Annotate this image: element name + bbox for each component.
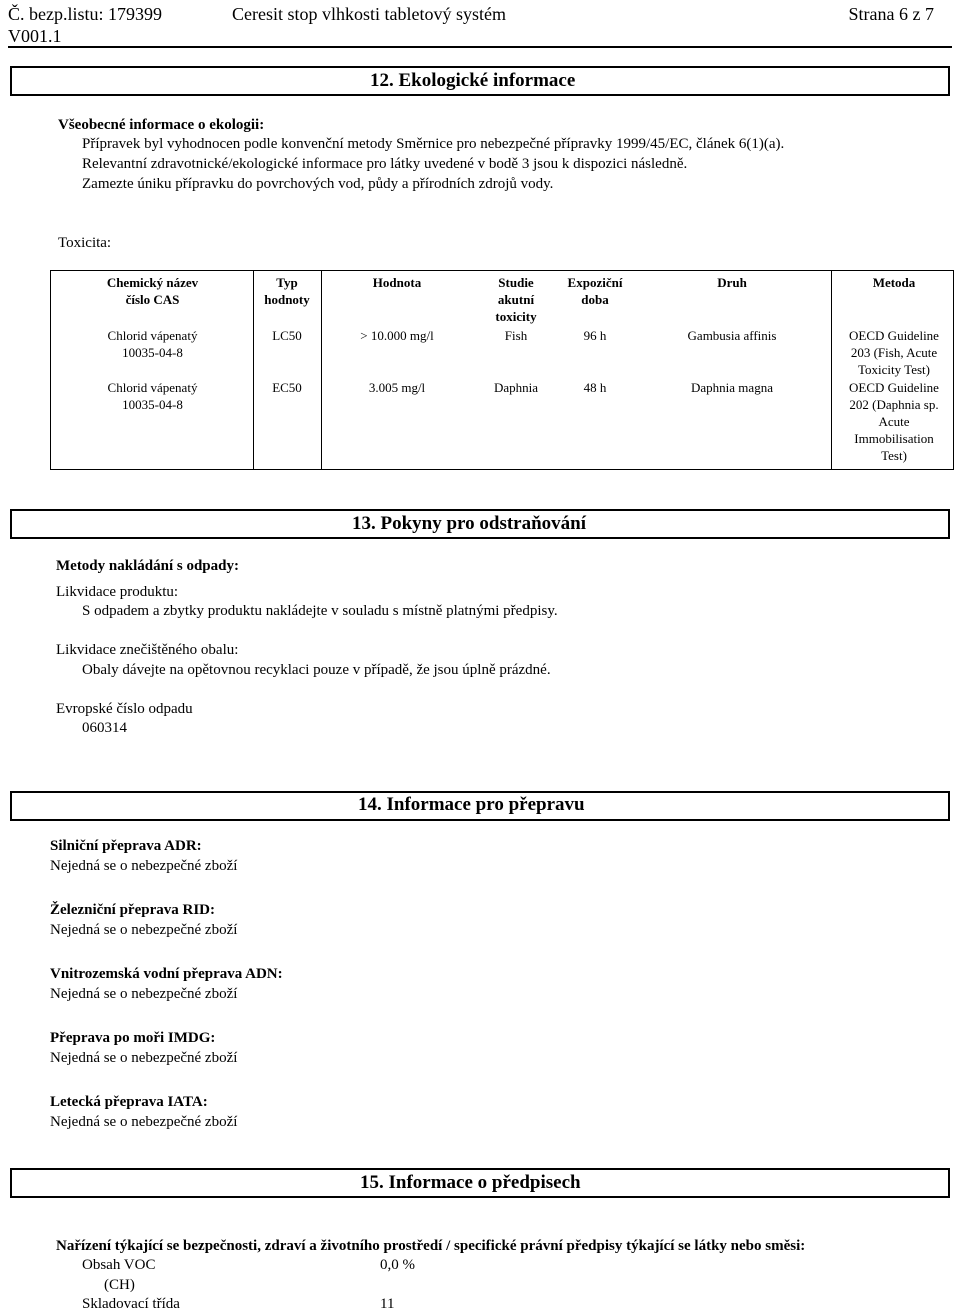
- table-cell: Chlorid vápenatý 10035-04-8: [107, 380, 198, 412]
- table-cell: > 10.000 mg/l: [360, 328, 434, 343]
- voc-sub: (CH): [104, 1277, 135, 1293]
- table-cell: LC50: [272, 328, 302, 343]
- ecology-line-1: Přípravek byl vyhodnocen podle konvenční metody Směrnice pro nebezpečné přípravky 1999/45/EC, článek 6(1)(a).: [82, 136, 785, 152]
- ecology-line-3: Zamezte úniku přípravku do povrchových vod, půdy a přírodních zdrojů vody.: [82, 176, 554, 192]
- storage-class-value: 11: [380, 1296, 395, 1312]
- th-species: Druh: [717, 275, 747, 290]
- product-name: Ceresit stop vlhkosti tabletový systém: [232, 4, 506, 24]
- product-disposal-text: S odpadem a zbytky produktu nakládejte v souladu s místně platnými předpisy.: [82, 603, 558, 619]
- section-15-title: 15. Informace o předpisech: [360, 1172, 581, 1193]
- th-chemical-name: Chemický název číslo CAS: [106, 275, 199, 307]
- th-method: Metoda: [872, 275, 916, 290]
- table-cell: Daphnia: [493, 380, 539, 395]
- transport-adn-value: Nejedná se o nebezpečné zboží: [50, 986, 238, 1002]
- waste-methods-label: Metody nakládání s odpady:: [56, 558, 239, 574]
- th-study: Studie akutní toxicity: [495, 275, 537, 324]
- packaging-disposal-label: Likvidace znečištěného obalu:: [56, 642, 239, 658]
- table-cell: OECD Guideline 202 (Daphnia sp. Acute Immobilisation Test): [849, 380, 939, 463]
- voc-label: Obsah VOC: [82, 1257, 156, 1273]
- table-cell: 48 h: [583, 380, 607, 395]
- waste-code: 060314: [82, 720, 127, 736]
- table-divider: [831, 270, 832, 470]
- table-cell: Daphnia magna: [691, 380, 773, 395]
- page-indicator: Strana 6 z 7: [848, 4, 934, 24]
- section-13-title: 13. Pokyny pro odstraňování: [352, 513, 587, 534]
- version: V001.1: [8, 26, 62, 46]
- transport-iata-label: Letecká přeprava IATA:: [50, 1094, 208, 1110]
- table-cell: 3.005 mg/l: [368, 380, 426, 395]
- section-14-title: 14. Informace pro přepravu: [358, 794, 585, 815]
- table-divider: [253, 270, 254, 470]
- transport-rid-label: Železniční přeprava RID:: [50, 902, 215, 918]
- transport-imdg-value: Nejedná se o nebezpečné zboží: [50, 1050, 238, 1066]
- transport-adr-label: Silniční přeprava ADR:: [50, 838, 202, 854]
- transport-adn-label: Vnitrozemská vodní přeprava ADN:: [50, 966, 283, 982]
- table-cell: Gambusia affinis: [687, 328, 777, 343]
- transport-rid-value: Nejedná se o nebezpečné zboží: [50, 922, 238, 938]
- table-cell: Fish: [504, 328, 528, 343]
- voc-value: 0,0 %: [380, 1257, 415, 1273]
- th-value-type: Typ hodnoty: [264, 275, 310, 307]
- table-cell: OECD Guideline 203 (Fish, Acute Toxicity Test): [849, 328, 939, 377]
- section-12-title: 12. Ekologické informace: [370, 70, 576, 91]
- ecology-line-2: Relevantní zdravotnické/ekologické informace pro látky uvedené v bodě 3 jsou k dispozici následně.: [82, 156, 688, 172]
- transport-iata-value: Nejedná se o nebezpečné zboží: [50, 1114, 238, 1130]
- table-divider: [321, 270, 322, 470]
- storage-class-label: Skladovací třída: [82, 1296, 180, 1312]
- table-cell: 96 h: [583, 328, 607, 343]
- packaging-disposal-text: Obaly dávejte na opětovnou recyklaci pouze v případě, že jsou úplně prázdné.: [82, 662, 551, 678]
- product-disposal-label: Likvidace produktu:: [56, 584, 179, 600]
- regulation-label: Nařízení týkající se bezpečnosti, zdraví a životního prostředí / specifické právní předpisy týkající se látky nebo směsi:: [56, 1238, 806, 1254]
- th-exposure: Expoziční doba: [567, 275, 623, 307]
- header-divider: [8, 46, 952, 48]
- transport-imdg-label: Přeprava po moři IMDG:: [50, 1030, 216, 1046]
- th-value: Hodnota: [372, 275, 422, 290]
- waste-code-label: Evropské číslo odpadu: [56, 701, 193, 717]
- table-cell: Chlorid vápenatý 10035-04-8: [107, 328, 198, 360]
- sheet-number: Č. bezp.listu: 179399: [8, 4, 162, 24]
- toxicity-label: Toxicita:: [58, 235, 112, 251]
- transport-adr-value: Nejedná se o nebezpečné zboží: [50, 858, 238, 874]
- ecology-general-label: Všeobecné informace o ekologii:: [58, 117, 265, 133]
- table-cell: EC50: [272, 380, 302, 395]
